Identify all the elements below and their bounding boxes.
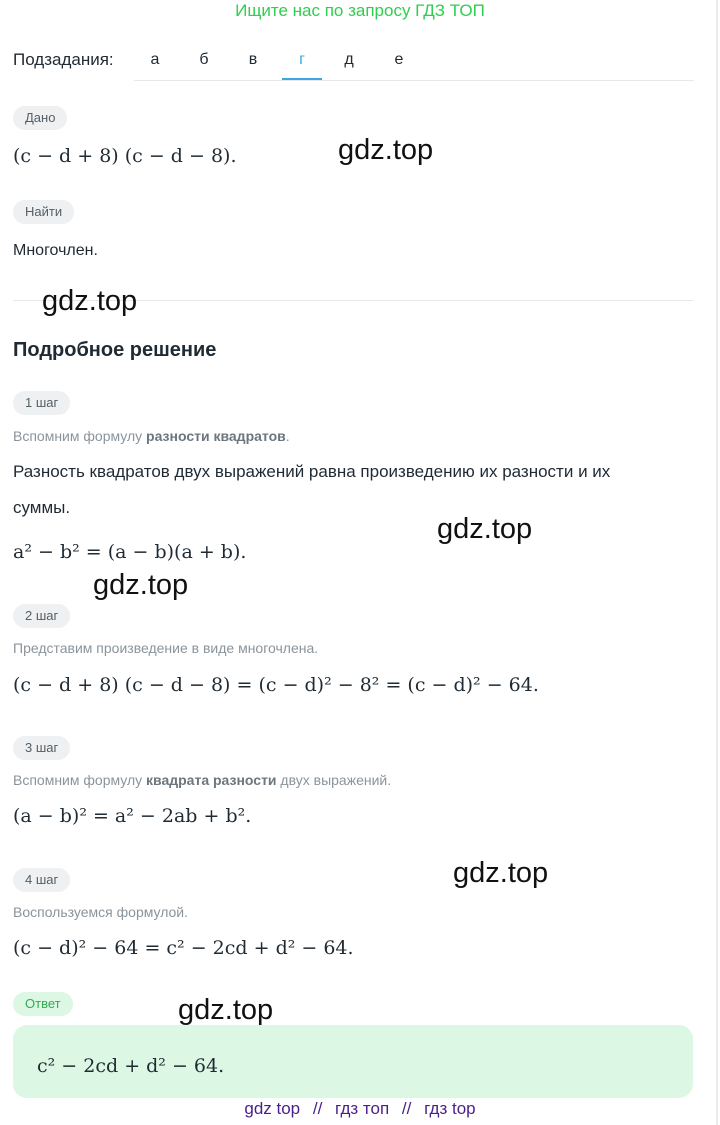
step-1-text-line1: Разность квадратов двух выражений равна произведению их разности и их [13, 462, 611, 481]
footer-link-2[interactable]: гдз топ [335, 1099, 390, 1118]
step-2-formula: (c − d + 8) (c − d − 8) = (c − d)² − 8² = (c − d)² − 64. [13, 674, 539, 696]
footer-separator: // [401, 1099, 412, 1118]
step-2-pill: 2 шаг [13, 604, 70, 628]
find-pill: Найти [13, 200, 74, 224]
find-text: Многочлен. [13, 242, 98, 259]
answer-formula: c² − 2cd + d² − 64. [37, 1055, 225, 1077]
step-1-hint: Вспомним формулу разности квадратов. [13, 428, 290, 444]
watermark: gdz.top [178, 994, 274, 1026]
step-4-formula: (c − d)² − 64 = c² − 2cd + d² − 64. [13, 937, 354, 959]
step-3-hint: Вспомним формулу квадрата разности двух выражений. [13, 772, 392, 788]
footer-links [0, 1099, 720, 1119]
watermark: gdz.top [93, 569, 189, 601]
tab-b[interactable]: б [199, 51, 209, 68]
step-3-formula: (a − b)² = a² − 2ab + b². [13, 805, 252, 827]
step-1-pill: 1 шаг [13, 391, 70, 415]
tab-g[interactable]: г [299, 51, 305, 68]
tabs-divider [134, 80, 694, 81]
answer-pill: Ответ [13, 992, 73, 1016]
step-4-pill: 4 шаг [13, 868, 70, 892]
tab-e[interactable]: е [394, 51, 404, 68]
scrollbar-track [716, 0, 718, 1125]
watermark: gdz.top [42, 285, 138, 317]
step-1-hint-bold: разности квадратов [146, 428, 286, 444]
tab-a[interactable]: а [150, 51, 160, 68]
step-1-formula: a² − b² = (a − b)(a + b). [13, 541, 247, 563]
step-3-pill: 3 шаг [13, 736, 70, 760]
given-pill: Дано [13, 106, 67, 130]
given-expression: (c − d + 8) (c − d − 8). [13, 145, 237, 167]
step-3-hint-bold: квадрата разности [146, 772, 277, 788]
active-tab-indicator [282, 78, 322, 80]
watermark: gdz.top [437, 513, 533, 545]
step-1-text-line2: суммы. [13, 498, 71, 517]
footer-link-1[interactable]: gdz top [244, 1099, 301, 1118]
promo-banner: Ищите нас по запросу ГДЗ ТОП [235, 1, 485, 20]
step-4-hint: Воспользуемся формулой. [13, 904, 189, 920]
solution-title: Подробное решение [13, 339, 217, 361]
subtasks-label: Подзадания: [13, 50, 114, 69]
watermark: gdz.top [338, 134, 434, 166]
tab-d[interactable]: д [344, 51, 354, 68]
watermark: gdz.top [453, 857, 549, 889]
footer-link-3[interactable]: гдз top [424, 1099, 476, 1118]
footer-separator: // [312, 1099, 323, 1118]
tab-v[interactable]: в [248, 51, 258, 68]
step-2-hint: Представим произведение в виде многочлена. [13, 640, 319, 656]
